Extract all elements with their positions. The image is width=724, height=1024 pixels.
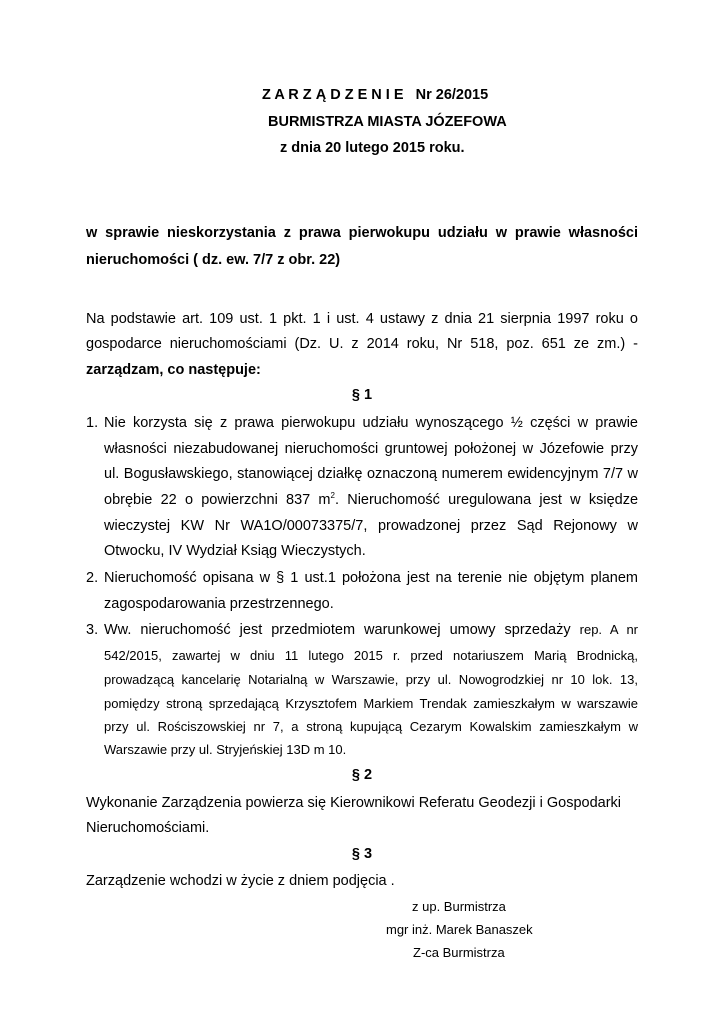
date: z dnia 20 lutego 2015 roku. — [280, 140, 465, 156]
superscript-2: 2 — [330, 491, 335, 501]
item-3-number: 3. — [86, 622, 99, 638]
item-1-line-6: Otwocku, IV Wydział Ksiąg Wieczystych. — [104, 543, 366, 559]
signature-role: Z-ca Burmistrza — [413, 945, 505, 960]
item-2-line-1: Nieruchomość opisana w § 1 ust.1 położona jest na terenie nie objętym planem — [104, 570, 638, 586]
item-3-line-4: pomiędzy stroną sprzedającą Krzysztofem Markiem Trendak zamieszkałym w warszawie — [104, 696, 638, 711]
signature-name: mgr inż. Marek Banaszek — [386, 922, 533, 937]
section-2-line-2: Nieruchomościami. — [86, 820, 210, 836]
section-3-line-1: Zarządzenie wchodzi w życie z dniem podjęcia . — [86, 873, 395, 889]
section-2-heading: § 2 — [351, 767, 373, 783]
item-3-line-2: 542/2015, zawartej w dniu 11 lutego 2015 r. przed notariuszem Marią Brodnicką, — [104, 648, 638, 663]
title-word: Z A R Z Ą D Z E N I E — [262, 87, 404, 103]
subject-line-1: w sprawie nieskorzystania z prawa pierwokupu udziału w prawie własności — [86, 225, 638, 241]
item-1-line-4 — [104, 491, 638, 509]
item-3-line-5: przy ul. Rościszowskiej nr 7, a stroną kupującą Cezarym Kowalskim zamieszkałym w — [104, 719, 638, 734]
preamble-line-1: Na podstawie art. 109 ust. 1 pkt. 1 i ust. 4 ustawy z dnia 21 sierpnia 1997 roku o — [86, 311, 638, 327]
section-2-line-1: Wykonanie Zarządzenia powierza się Kierownikowi Referatu Geodezji i Gospodarki — [86, 795, 622, 811]
preamble-line-2: gospodarce nieruchomościami (Dz. U. z 2014 roku, Nr 518, poz. 651 ze zm.) - — [86, 336, 638, 352]
item-1-line-5: wieczystej KW Nr WA1O/00073375/7, prowadzonej przez Sąd Rejonowy w — [104, 518, 638, 534]
title-line — [262, 86, 488, 104]
item-3-line-1-small: rep. A nr — [579, 622, 639, 637]
preamble-line-3: zarządzam, co następuje: — [86, 362, 261, 378]
title-number: Nr 26/2015 — [415, 87, 489, 103]
item-3-line-6: Warszawie przy ul. Stryjeńskiej 13D m 10. — [104, 742, 347, 757]
item-1-line-4-post: . Nieruchomość uregulowana jest w księdze — [334, 492, 639, 508]
item-2-number: 2. — [86, 570, 99, 586]
item-1-line-2: własności niezabudowanej nieruchomości gruntowej położonej w Józefowie przy — [104, 441, 638, 457]
subject-line-2: nieruchomości ( dz. ew. 7/7 z obr. 22) — [86, 252, 341, 268]
item-1-line-4-pre: obrębie 22 o powierzchni 837 m — [104, 492, 331, 508]
item-1-number: 1. — [86, 415, 99, 431]
signature-line-1: z up. Burmistrza — [412, 899, 506, 914]
section-3-heading: § 3 — [351, 846, 373, 862]
item-1-line-3: ul. Bogusławskiego, stanowiącej działkę oznaczoną numerem ewidencyjnym 7/7 w — [104, 466, 638, 482]
item-1-line-1: Nie korzysta się z prawa pierwokupu udziału wynoszącego ½ części w prawie — [104, 415, 638, 431]
item-3-line-1 — [104, 621, 638, 639]
issuer: BURMISTRZA MIASTA JÓZEFOWA — [268, 114, 507, 130]
item-3-line-3: prowadzącą kancelarię Notarialną w Warszawie, przy ul. Nowogrodzkiej nr 10 lok. 13, — [104, 672, 638, 687]
section-1-heading: § 1 — [351, 387, 373, 403]
item-2-line-2: zagospodarowania przestrzennego. — [104, 596, 334, 612]
item-3-line-1-main: Ww. nieruchomość jest przedmiotem warunkowej umowy sprzedaży — [104, 622, 571, 638]
